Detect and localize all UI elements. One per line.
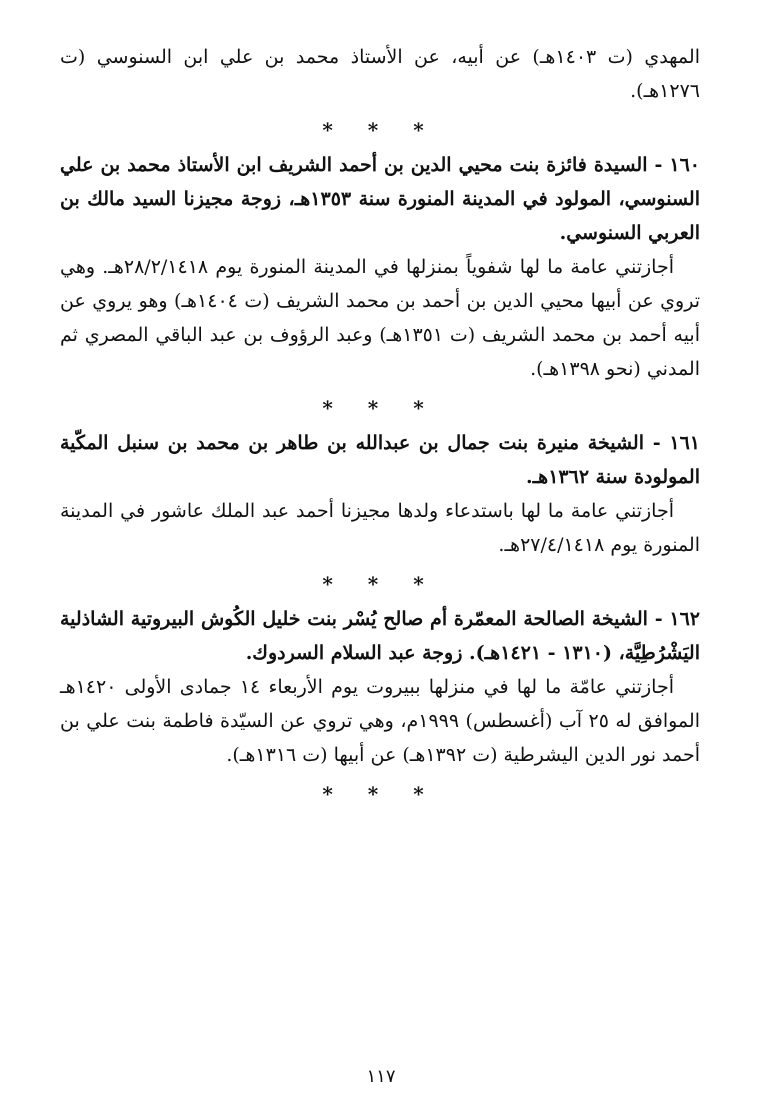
entry-162-body: أجازتني عامّة ما لها في منزلها ببيروت يوم الأربعاء ١٤ جمادى الأولى ١٤٢٠هـ الموافق له ٢٥ آب (أغسطس) ١٩٩٩م، وهي تروي عن السيّدة فاطمة بنت علي بن أحمد نور الدين اليشرطية (ت ١٣٩٢هـ) عن أبيها (ت ١٣١٦هـ).	[60, 676, 700, 766]
page-content	[60, 40, 700, 812]
section-separator: * * *	[322, 572, 438, 596]
page-number: ١١٧	[366, 1066, 396, 1087]
section-separator: * * *	[322, 782, 438, 806]
entry-160-body: أجازتني عامة ما لها شفوياً بمنزلها في المدينة المنورة يوم ٢٨/٢/١٤١٨هـ. وهي تروي عن أبيها محيي الدين بن أحمد بن محمد الشريف (ت ١٤٠٤هـ) وهو يروي عن أبيه أحمد بن محمد الشريف (ت ١٣٥١هـ) وعبد الرؤوف بن عبد الباقي المصري ثم المدني (نحو ١٣٩٨هـ).	[60, 256, 700, 380]
entry-160-heading: ١٦٠ - السيدة فائزة بنت محيي الدين بن أحمد الشريف ابن الأستاذ محمد بن علي السنوسي، المولود في المدينة المنورة سنة ١٣٥٣هـ، زوجة مجيزنا السيد مالك بن العربي السنوسي.	[60, 154, 700, 244]
section-separator: * * *	[322, 396, 438, 420]
entry-161-body: أجازتني عامة ما لها باستدعاء ولدها مجيزنا أحمد عبد الملك عاشور في المدينة المنورة يوم ٢٧/٤/١٤١٨هـ.	[60, 500, 700, 556]
entry-161-heading: ١٦١ - الشيخة منيرة بنت جمال بن عبدالله بن طاهر بن محمد بن سنبل المكّية المولودة سنة ١٣٦٢هـ.	[60, 432, 700, 488]
intro-paragraph: المهدي (ت ١٤٠٣هـ) عن أبيه، عن الأستاذ محمد بن علي ابن السنوسي (ت ١٢٧٦هـ).	[60, 46, 700, 102]
entry-162-heading: ١٦٢ - الشيخة الصالحة المعمّرة أم صالح يُسْر بنت خليل الكُوش البيروتية الشاذلية اليَشْرُطِيَّة، (١٣١٠ - ١٤٢١هـ). زوجة عبد السلام السردوك.	[60, 608, 700, 664]
section-separator: * * *	[322, 118, 438, 142]
